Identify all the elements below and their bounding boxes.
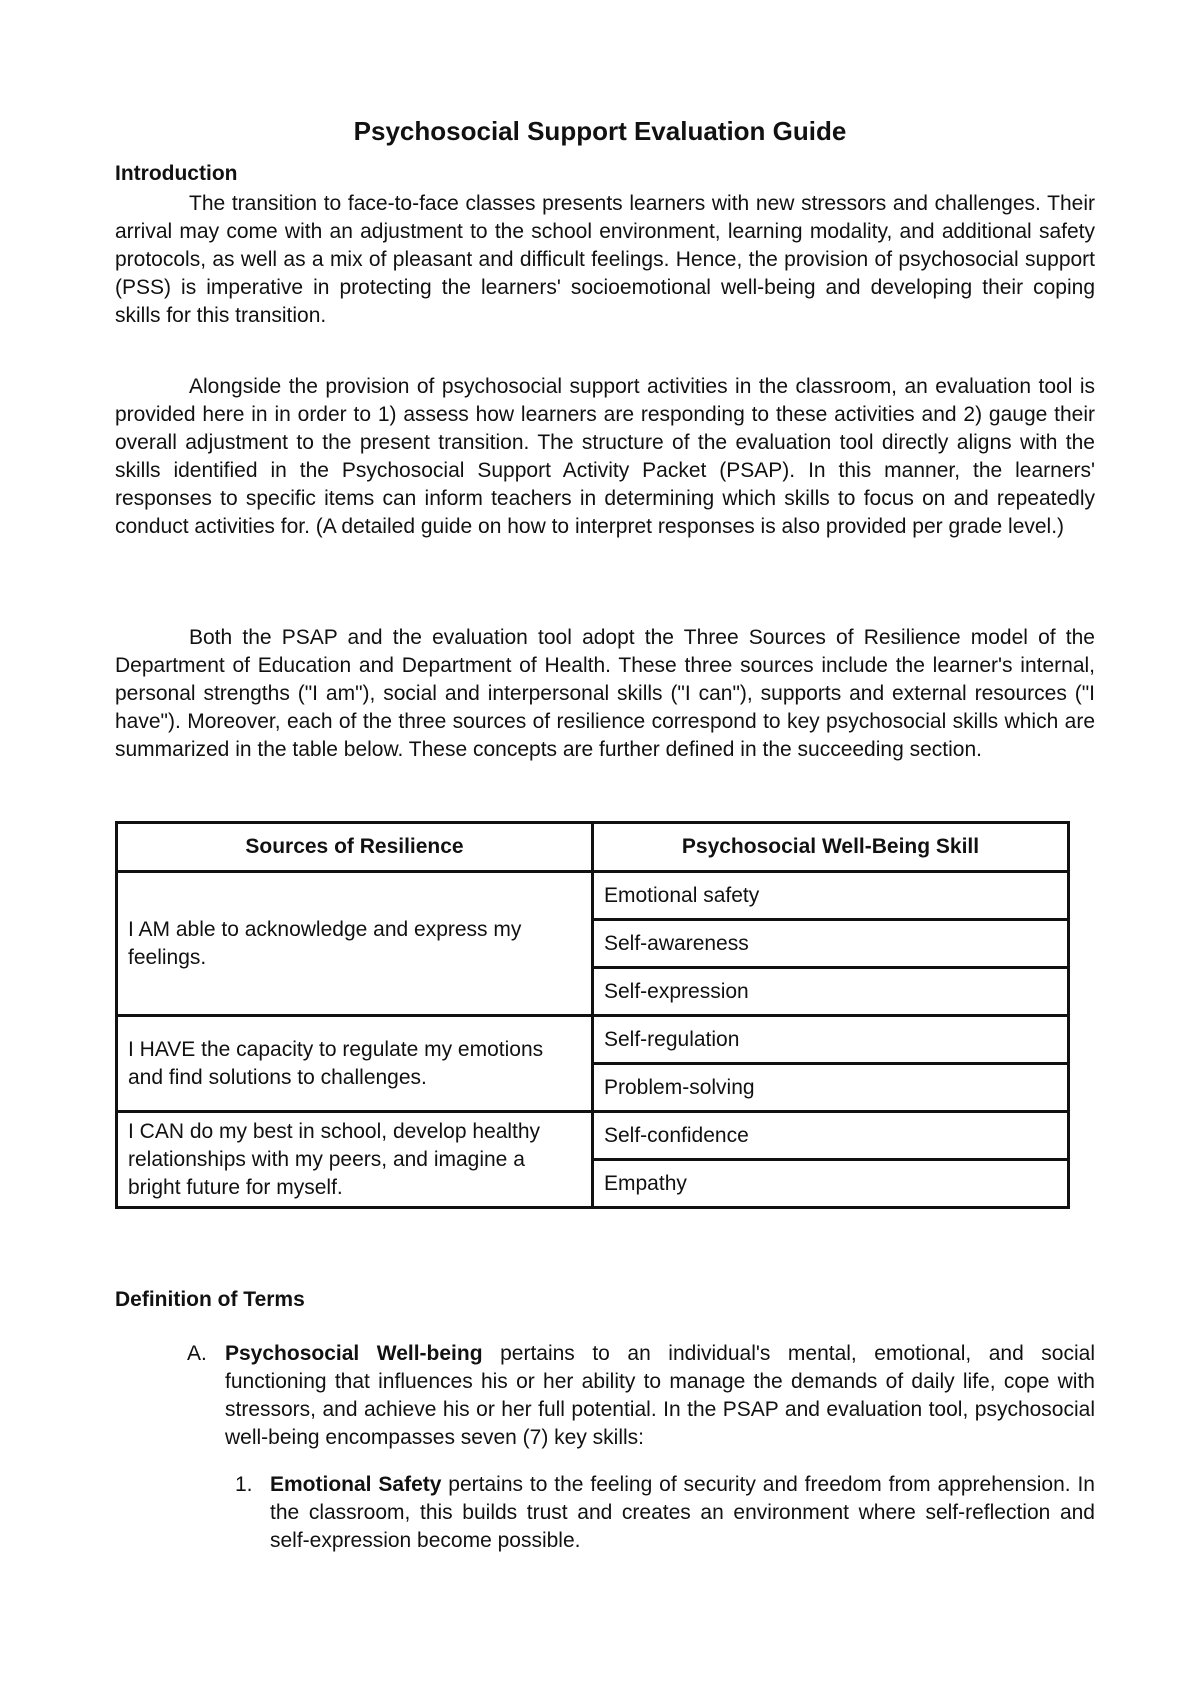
table-row: [117, 1016, 1069, 1064]
source-i-can: I CAN do my best in school, develop healthy relationships with my peers, and imagine a bright future for myself.: [117, 1112, 593, 1208]
source-i-am: I AM able to acknowledge and express my feelings.: [117, 872, 593, 1016]
page-title: Psychosocial Support Evaluation Guide: [353, 116, 847, 146]
definition-1-marker: 1.: [235, 1473, 253, 1496]
table-header-row: [117, 823, 1069, 872]
introduction-heading: Introduction: [115, 162, 238, 185]
definitions-heading: Definition of Terms: [115, 1288, 305, 1311]
skill-empathy: Empathy: [593, 1160, 1069, 1208]
definition-a: [225, 1340, 1095, 1452]
resilience-table: [115, 821, 1070, 1209]
source-i-have: I HAVE the capacity to regulate my emotions and find solutions to challenges.: [117, 1016, 593, 1112]
header-psychosocial-skill: Psychosocial Well-Being Skill: [593, 823, 1069, 872]
definition-a-marker: A.: [187, 1342, 207, 1365]
definition-1-text: pertains to the feeling of security and freedom from apprehension. In the classroom, this builds trust and creates an environment where self-reflection and self-expression become possible.: [270, 1473, 1095, 1552]
skill-self-regulation: Self-regulation: [593, 1016, 1069, 1064]
skill-emotional-safety: Emotional safety: [593, 872, 1069, 920]
definition-a-text: pertains to an individual's mental, emotional, and social functioning that influences his or her ability to manage the demands of daily life, cope with stressors, and achieve his or her full potential. In the PSAP and evaluation tool, psychosocial well-being encompasses seven (7) key skills:: [225, 1342, 1095, 1449]
skill-self-awareness: Self-awareness: [593, 920, 1069, 968]
definition-1: [270, 1471, 1095, 1555]
intro-paragraph-3: Both the PSAP and the evaluation tool adopt the Three Sources of Resilience model of the Department of Education and Department of Health. These three sources include the learner's internal, personal strengths ("I am"), social and interpersonal skills ("I can"), supports and external resources ("I have"). Moreover, each of the three sources of resilience correspond to key psychosocial skills which are summarized in the table below. These concepts are further defined in the succeeding section.: [115, 626, 1095, 761]
definition-a-term: Psychosocial Well-being: [225, 1342, 483, 1365]
skill-self-expression: Self-expression: [593, 968, 1069, 1016]
header-sources-of-resilience: Sources of Resilience: [117, 823, 593, 872]
skill-problem-solving: Problem-solving: [593, 1064, 1069, 1112]
definition-1-term: Emotional Safety: [270, 1473, 442, 1496]
skill-self-confidence: Self-confidence: [593, 1112, 1069, 1160]
intro-paragraph-2: Alongside the provision of psychosocial support activities in the classroom, an evaluation tool is provided here in in order to 1) assess how learners are responding to these activities and 2) gauge their overall adjustment to the present transition. The structure of the evaluation tool directly aligns with the skills identified in the Psychosocial Support Activity Packet (PSAP). In this manner, the learners' responses to specific items can inform teachers in determining which skills to focus on and repeatedly conduct activities for. (A detailed guide on how to interpret responses is also provided per grade level.): [115, 375, 1095, 538]
table-row: [117, 872, 1069, 920]
intro-paragraph-1: The transition to face-to-face classes presents learners with new stressors and challenges. Their arrival may come with an adjustment to the school environment, learning modality, and additional safety protocols, as well as a mix of pleasant and difficult feelings. Hence, the provision of psychosocial support (PSS) is imperative in protecting the learners' socioemotional well-being and developing their coping skills for this transition.: [115, 192, 1095, 327]
table-row: [117, 1112, 1069, 1160]
